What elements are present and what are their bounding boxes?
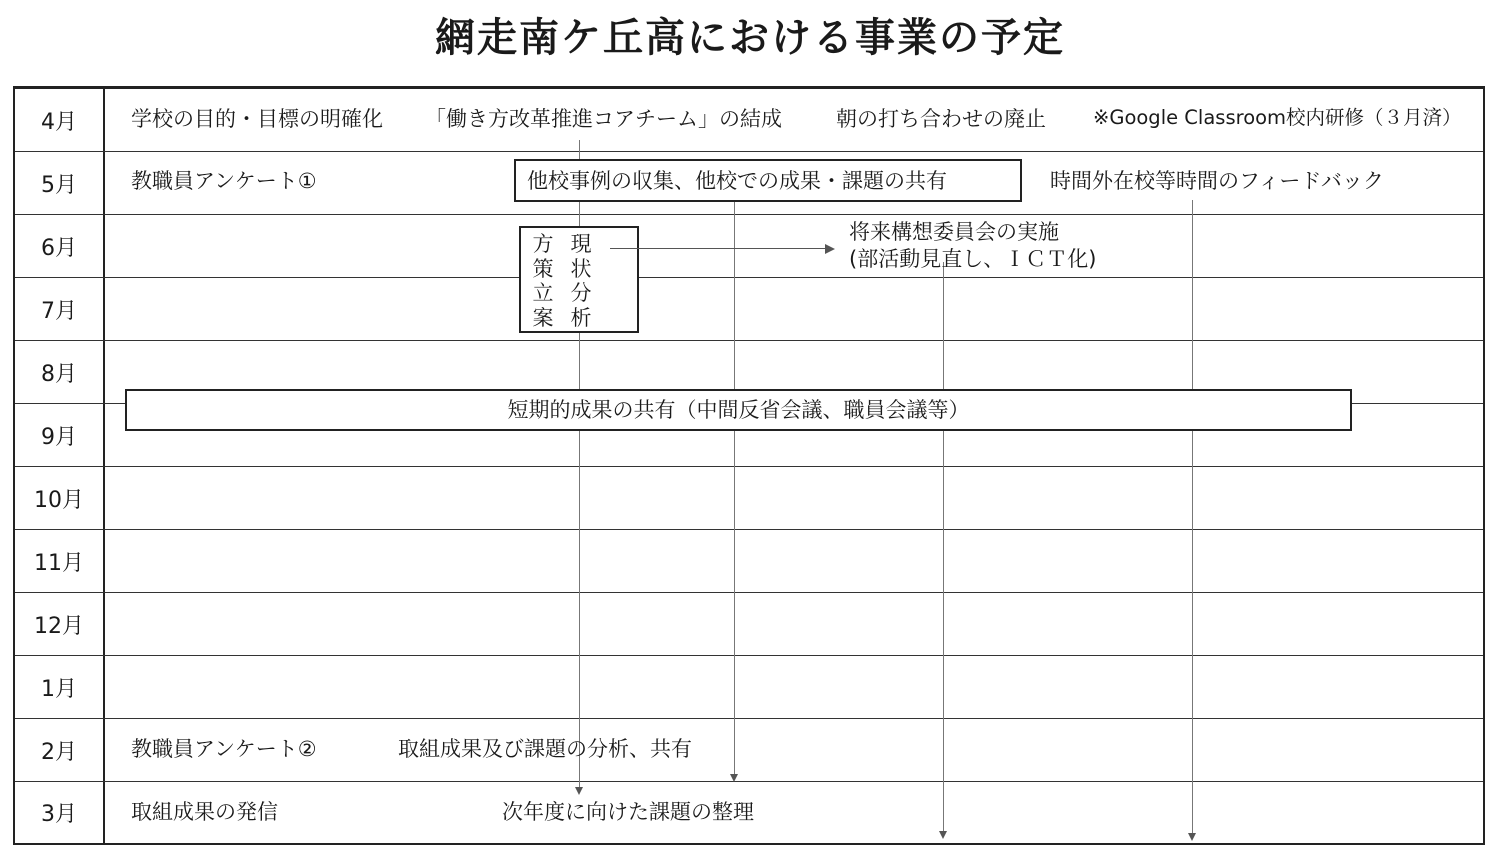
month-label: 9月 [15,404,105,466]
vertical-label-plan: 方策立案 [532,232,554,330]
month-label: 5月 [15,152,105,214]
month-label: 10月 [15,467,105,529]
row-nov [15,530,1483,593]
timeline-arrowhead [730,774,738,782]
apr-item-2: 「働き方改革推進コアチーム」の結成 [425,107,782,131]
row-jan [15,656,1483,719]
arrow-right-head [825,244,835,254]
month-label: 2月 [15,719,105,781]
mar-item-1: 取組成果の発信 [131,800,278,824]
timeline-arrowhead [939,831,947,839]
row-oct [15,467,1483,530]
may-item-2: 他校事例の収集、他校での成果・課題の共有 [527,169,947,193]
month-label: 1月 [15,656,105,718]
jun-item-2: (部活動見直し、ＩＣＴ化) [849,247,1097,271]
month-label: 4月 [15,89,105,151]
timeline-line [943,262,944,832]
arrow-line [610,248,827,249]
row-jun [15,215,1483,278]
may-item-1: 教職員アンケート① [131,169,317,193]
apr-item-3: 朝の打ち合わせの廃止 [836,107,1046,131]
may-item-3: 時間外在校等時間のフィードバック [1050,169,1384,193]
feb-item-1: 教職員アンケート② [131,737,317,761]
month-label: 7月 [15,278,105,340]
aug-sep-item: 短期的成果の共有（中間反省会議、職員会議等） [507,398,970,422]
apr-item-1: 学校の目的・目標の明確化 [131,107,383,131]
vertical-label-analysis: 現状分析 [570,232,592,330]
feb-item-2: 取組成果及び課題の分析、共有 [398,737,692,761]
row-jul [15,278,1483,341]
timeline-arrowhead [575,787,583,795]
timeline-arrowhead [1188,833,1196,841]
jun-item-1: 将来構想委員会の実施 [849,220,1059,244]
month-label: 11月 [15,530,105,592]
month-label: 6月 [15,215,105,277]
mar-item-2: 次年度に向けた課題の整理 [502,800,754,824]
month-label: 3月 [15,782,105,843]
month-label: 12月 [15,593,105,655]
page-title: 網走南ケ丘高における事業の予定 [435,15,1065,61]
timeline-line [734,200,735,775]
apr-item-4: ※Google Classroom校内研修（３月済） [1093,106,1462,129]
month-label: 8月 [15,341,105,403]
row-dec [15,593,1483,656]
timeline-line [1192,200,1193,834]
